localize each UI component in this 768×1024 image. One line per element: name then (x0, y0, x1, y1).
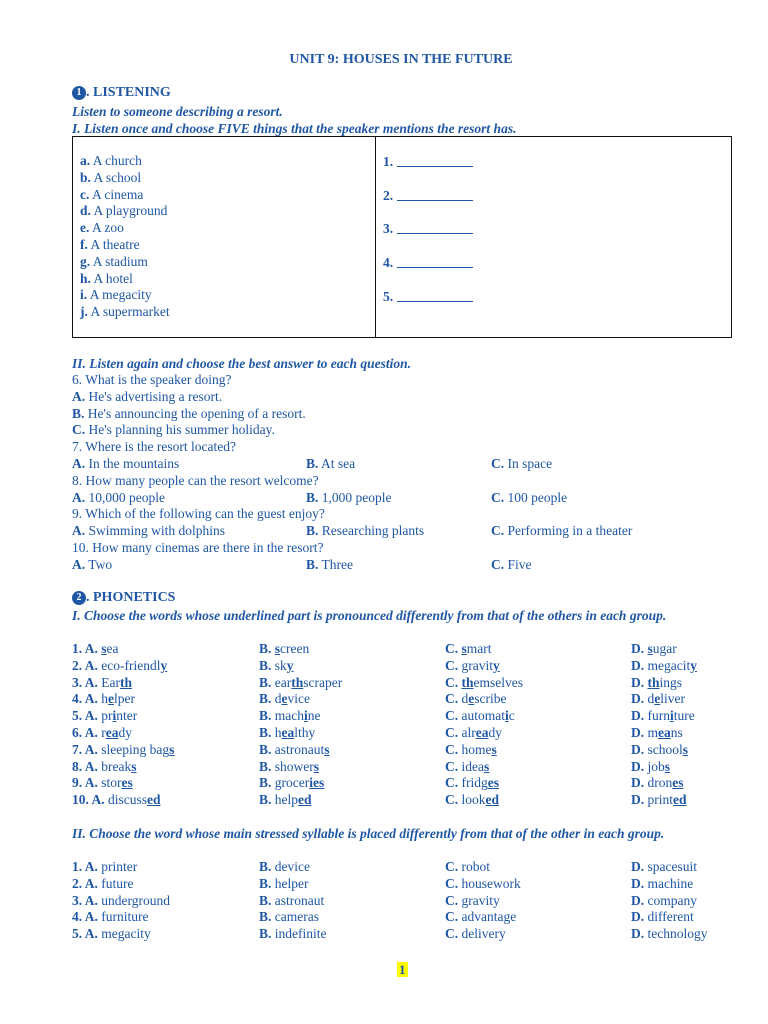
underlined-part: es (672, 775, 684, 791)
option-label: D. (631, 657, 645, 673)
word-option (631, 759, 670, 776)
word-part: c (508, 708, 515, 724)
word: furniture (101, 909, 149, 925)
word-option (72, 909, 149, 926)
option-item: h. A hotel (80, 270, 133, 286)
option-label: B. (259, 892, 272, 908)
word-option (631, 792, 687, 809)
word-option (631, 893, 697, 910)
word-part: break (101, 758, 132, 774)
option-item: g. A stadium (80, 253, 148, 269)
option-label: D. (631, 741, 645, 757)
underlined-part: e (108, 691, 115, 707)
word-option (72, 775, 133, 792)
word-part: Ear (101, 674, 120, 690)
word: astronaut (274, 892, 325, 908)
word-part: ne (307, 708, 321, 724)
word-option (445, 641, 492, 658)
word: megacity (101, 926, 151, 942)
word: indefinite (274, 926, 327, 942)
phonetics-heading-text: . PHONETICS (86, 590, 176, 605)
option-label: C. (445, 875, 459, 891)
word-part: h (101, 691, 109, 707)
option-label: B. (259, 724, 272, 740)
word-part: stor (101, 775, 122, 791)
underlined-part: ed (673, 792, 687, 808)
word: gravity (461, 892, 500, 908)
listening-heading (72, 85, 171, 101)
page-number: 1 (399, 962, 406, 977)
option-label: 3. A. (72, 892, 98, 908)
section-number-badge: 1 (72, 86, 86, 100)
word-option (259, 658, 294, 675)
section-number-badge: 2 (72, 591, 86, 605)
phonetics-row (72, 641, 730, 658)
option-label: C. (445, 926, 459, 942)
word-option (445, 909, 516, 926)
word-part: ns (670, 724, 683, 740)
answer-row: A. 10,000 people B. 1,000 people C. 100 people (72, 489, 568, 505)
underlined-part: y (690, 657, 697, 673)
word-option (72, 893, 170, 910)
underlined-part: es (121, 775, 133, 791)
listening-part2-instruction: II. Listen again and choose the best answer to each question. (72, 356, 412, 371)
word-part: dron (647, 775, 673, 791)
underlined-part: th (120, 674, 133, 690)
option-label: D. (631, 674, 645, 690)
option-label: D. (631, 875, 645, 891)
underlined-part: i (112, 708, 117, 724)
word-option (445, 725, 502, 742)
option-label: 1. A. (72, 641, 98, 656)
option-label: C. (445, 758, 459, 774)
word-part: h (274, 724, 282, 740)
option-label: 2. A. (72, 657, 98, 673)
word-part: help (274, 792, 299, 808)
phonetics-row (72, 675, 730, 692)
word: company (647, 892, 697, 908)
option-label: B. (259, 909, 272, 925)
option-label: D. (631, 909, 645, 925)
underlined-part: s (169, 741, 175, 757)
option-label: D. (631, 691, 645, 707)
stress-row (72, 859, 730, 876)
option-label: C. (445, 859, 459, 874)
underlined-part: ea (658, 724, 671, 740)
underlined-part: th (647, 674, 660, 690)
option-label: 8. A. (72, 758, 98, 774)
phonetics-row (72, 708, 730, 725)
underlined-part: i (505, 708, 509, 724)
word-part: sleeping bag (101, 741, 170, 757)
option-label: 7. A. (72, 741, 98, 757)
option-label: 4. A. (72, 691, 98, 707)
phonetics-row (72, 691, 730, 708)
option-label: B. (259, 708, 272, 724)
word: technology (647, 926, 708, 942)
underlined-part: s (664, 758, 671, 774)
word: housework (461, 875, 521, 891)
word-option (631, 926, 708, 943)
word: future (101, 875, 134, 891)
underlined-part: s (101, 641, 107, 656)
word-part: automat (461, 708, 505, 724)
word-option (631, 641, 677, 658)
word-option (72, 792, 161, 809)
word-part: school (647, 741, 683, 757)
word-option (631, 691, 685, 708)
option-label: D. (631, 724, 645, 740)
option-label: C. (445, 724, 459, 740)
word-part: d (274, 691, 282, 707)
option-label: D. (631, 641, 645, 656)
word-option (72, 675, 132, 692)
answer-blank[interactable]: 4. (383, 254, 731, 288)
option-label: 3. A. (72, 674, 98, 690)
word-part: d (647, 691, 655, 707)
word-option (445, 926, 506, 943)
word-part: ea (106, 641, 119, 656)
option-label: 5. A. (72, 926, 98, 942)
option-label: C. (445, 691, 459, 707)
phonetics-part1-rows (72, 641, 730, 809)
phonetics-heading (72, 590, 175, 606)
option-label: C. (445, 641, 459, 656)
word-part: home (461, 741, 492, 757)
word-option (445, 675, 523, 692)
word-option (445, 775, 499, 792)
stress-row (72, 926, 730, 943)
word-part: dy (118, 724, 133, 740)
word-option (631, 775, 684, 792)
answer-row: A. In the mountains B. At sea C. In space (72, 455, 553, 471)
word-part: discuss (108, 792, 148, 808)
option-label: D. (631, 758, 645, 774)
underlined-part: i (670, 708, 674, 724)
page-title: UNIT 9: HOUSES IN THE FUTURE (289, 52, 513, 67)
option-label: C. (445, 657, 459, 673)
answer-blank[interactable]: 1. (383, 153, 731, 187)
answer-option: B. He's announcing the opening of a resort. (72, 405, 306, 421)
phonetics-row (72, 742, 730, 759)
word-part: print (647, 792, 673, 808)
word-option (259, 708, 321, 725)
option-label: D. (631, 892, 645, 908)
underlined-part: ea (105, 724, 119, 740)
underlined-part: es (487, 775, 499, 791)
question-8: 8. How many people can the resort welcome? (72, 472, 319, 488)
underlined-part: ies (309, 775, 325, 791)
option-label: B. (259, 792, 272, 808)
word-option (631, 859, 697, 876)
answers-column (376, 137, 732, 338)
underlined-part: s (647, 641, 653, 656)
option-label: B. (259, 691, 272, 707)
word-part: scribe (474, 691, 507, 707)
word-option (72, 691, 135, 708)
word-option (259, 876, 309, 893)
option-label: B. (259, 875, 272, 891)
word-option (631, 725, 683, 742)
underlined-part: s (131, 758, 137, 774)
word-option (631, 658, 697, 675)
underlined-part: e (468, 691, 475, 707)
listening-heading-text: . LISTENING (86, 85, 171, 100)
word-option (259, 909, 319, 926)
word-option (445, 658, 500, 675)
word-option (445, 742, 497, 759)
word-option (72, 641, 119, 658)
word-part: shower (274, 758, 314, 774)
word-part: lthy (294, 724, 316, 740)
option-label: C. (445, 909, 459, 925)
word-option (445, 708, 515, 725)
stress-row (72, 909, 730, 926)
word-part: fridg (461, 775, 488, 791)
word-part: sk (274, 657, 287, 673)
option-label: B. (259, 674, 272, 690)
word-part: eco-friendl (101, 657, 161, 673)
underlined-part: e (654, 691, 661, 707)
options-column (73, 137, 376, 338)
phonetics-row (72, 658, 730, 675)
word-part: ings (659, 674, 683, 690)
word-part: ear (274, 674, 292, 690)
word-part: pr (101, 708, 113, 724)
option-label: 9. A. (72, 775, 98, 791)
word-part: vice (287, 691, 311, 707)
word: machine (647, 875, 694, 891)
word-option (259, 893, 324, 910)
word-option (259, 926, 327, 943)
underlined-part: y (493, 657, 500, 673)
option-label: C. (445, 892, 459, 908)
question-7: 7. Where is the resort located? (72, 439, 236, 455)
option-label: D. (631, 708, 645, 724)
word-option (445, 759, 489, 776)
option-item: a. A church (80, 153, 142, 168)
word-option (445, 859, 490, 876)
word-part: alr (461, 724, 476, 740)
word-option (259, 792, 312, 809)
phonetics-part1-instruction: I. Choose the words whose underlined part is pronounced differently from that of the others in each group. (72, 608, 667, 623)
underlined-part: ea (475, 724, 489, 740)
word: helper (274, 875, 309, 891)
option-item: j. A supermarket (80, 304, 170, 320)
option-item: c. A cinema (80, 186, 144, 202)
word-option (631, 708, 695, 725)
word: spacesuit (647, 859, 697, 874)
phonetics-row (72, 792, 730, 809)
option-item: b. A school (80, 169, 142, 185)
option-item: i. A megacity (80, 287, 152, 303)
underlined-part: ea (281, 724, 295, 740)
word-part: liver (660, 691, 685, 707)
underlined-part: i (304, 708, 308, 724)
word-option (72, 926, 151, 943)
underlined-part: s (313, 758, 320, 774)
question-10: 10. How many cinemas are there in the resort? (72, 539, 324, 555)
word-option (259, 725, 315, 742)
word-option (259, 641, 309, 658)
word-option (72, 759, 137, 776)
option-label: D. (631, 926, 645, 942)
word-option (445, 893, 500, 910)
word-option (72, 876, 134, 893)
listening-intro: Listen to someone describing a resort. (72, 104, 283, 119)
option-item: d. A playground (80, 203, 168, 219)
underlined-part: th (291, 674, 304, 690)
option-label: 2. A. (72, 875, 98, 891)
word-part: gravit (461, 657, 493, 673)
word-part: astronaut (274, 741, 325, 757)
answer-row: A. Swimming with dolphins B. Researching plants C. Performing in a theater (72, 523, 633, 539)
word-part: ugar (652, 641, 677, 656)
word-part: mart (466, 641, 492, 656)
option-item: f. A theatre (80, 236, 140, 252)
word-option (259, 691, 310, 708)
phonetics-part2-instruction: II. Choose the word whose main stressed syllable is placed differently from that of the other in each group. (72, 826, 665, 841)
question-6: 6. What is the speaker doing? (72, 372, 232, 387)
option-label: C. (445, 708, 459, 724)
question-9: 9. Which of the following can the guest enjoy? (72, 506, 325, 522)
word-part: r (101, 724, 106, 740)
answer-option: C. He's planning his summer holiday. (72, 422, 275, 438)
word-part: mach (274, 708, 305, 724)
word-option (72, 658, 167, 675)
word-part: furn (647, 708, 670, 724)
option-label: 5. A. (72, 708, 98, 724)
word-part: ture (673, 708, 695, 724)
word-part: emselves (473, 674, 524, 690)
word-option (631, 675, 682, 692)
option-label: D. (631, 775, 645, 791)
underlined-part: s (461, 641, 467, 656)
underlined-part: y (160, 657, 168, 673)
listening-questions (72, 372, 730, 574)
word: cameras (274, 909, 319, 925)
stress-row (72, 876, 730, 893)
option-label: D. (631, 859, 645, 874)
word-part: dy (488, 724, 502, 740)
word-part: megacit (647, 657, 691, 673)
answer-blank[interactable]: 5. (383, 288, 731, 322)
word-option (631, 742, 688, 759)
listening-part1-instruction: I. Listen once and choose FIVE things that the speaker mentions the resort has. (72, 121, 517, 136)
underlined-part: s (491, 741, 497, 757)
answer-option: A. He's advertising a resort. (72, 388, 223, 404)
word-option (631, 909, 694, 926)
word-option (631, 876, 693, 893)
word: different (647, 909, 694, 925)
option-label: B. (259, 758, 272, 774)
phonetics-part2-rows (72, 859, 730, 943)
word: printer (101, 859, 138, 874)
option-label: 4. A. (72, 909, 98, 925)
word-option (259, 759, 319, 776)
underlined-part: ed (147, 792, 161, 808)
underlined-part: e (281, 691, 288, 707)
word-option (72, 708, 137, 725)
word: robot (461, 859, 490, 874)
option-label: B. (259, 926, 272, 942)
option-item: e. A zoo (80, 220, 124, 236)
word: advantage (461, 909, 517, 925)
word-option (72, 859, 137, 876)
word: underground (101, 892, 171, 908)
word-part: nter (116, 708, 138, 724)
option-label: 1. A. (72, 859, 98, 874)
word-option (259, 675, 342, 692)
option-label: B. (259, 741, 272, 757)
word-part: scraper (303, 674, 343, 690)
underlined-part: th (461, 674, 474, 690)
listening-options-table (72, 136, 732, 338)
word: delivery (461, 926, 506, 942)
word-option (259, 859, 310, 876)
word-part: lper (114, 691, 136, 707)
underlined-part: s (274, 641, 281, 656)
underlined-part: y (286, 657, 294, 673)
phonetics-row (72, 775, 730, 792)
word-part: d (461, 691, 469, 707)
option-label: B. (259, 859, 272, 874)
answer-blank[interactable]: 2. (383, 187, 731, 221)
word-option (259, 742, 330, 759)
word-option (259, 775, 324, 792)
stress-row (72, 893, 730, 910)
phonetics-row (72, 759, 730, 776)
option-label: C. (445, 674, 459, 690)
word-part: creen (280, 641, 310, 656)
word-part: job (647, 758, 665, 774)
answer-row: A. Two B. Three C. Five (72, 556, 532, 572)
underlined-part: ed (298, 792, 312, 808)
word-part: look (461, 792, 486, 808)
option-label: 6. A. (72, 724, 98, 740)
phonetics-row (72, 725, 730, 742)
word-option (445, 876, 521, 893)
underlined-part: s (484, 758, 490, 774)
option-label: B. (259, 657, 272, 673)
option-label: C. (445, 792, 459, 808)
word-part: m (647, 724, 659, 740)
word-part: grocer (274, 775, 310, 791)
word-option (72, 725, 132, 742)
answer-blank[interactable]: 3. (383, 220, 731, 254)
word-option (72, 742, 174, 759)
option-label: C. (445, 775, 459, 791)
word-option (445, 792, 499, 809)
option-label: B. (259, 641, 272, 656)
word-part: idea (461, 758, 484, 774)
word: device (274, 859, 310, 874)
underlined-part: ed (485, 792, 500, 808)
option-label: C. (445, 741, 459, 757)
word-option (445, 691, 506, 708)
underlined-part: s (324, 741, 330, 757)
underlined-part: s (682, 741, 689, 757)
option-label: B. (259, 775, 272, 791)
option-label: D. (631, 792, 645, 808)
option-label: 10. A. (72, 792, 105, 808)
